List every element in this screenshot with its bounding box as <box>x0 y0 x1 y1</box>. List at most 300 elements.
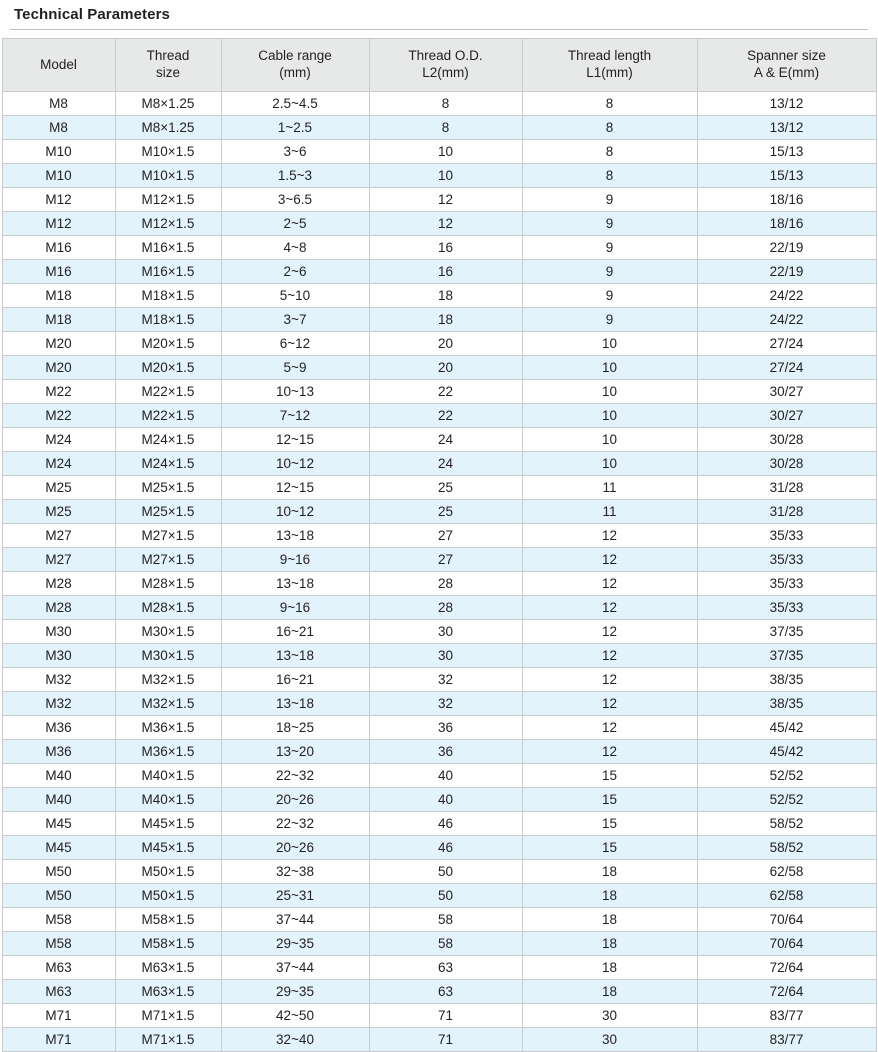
column-header-line: Thread O.D. <box>408 48 483 64</box>
column-header-line: Thread length <box>567 48 652 64</box>
table-row <box>2 236 876 260</box>
table-cell: 18 <box>522 956 697 980</box>
table-cell: M25×1.5 <box>115 476 221 500</box>
table-cell: 16 <box>369 236 522 260</box>
table-cell: M18 <box>2 308 115 332</box>
table-cell: 18 <box>522 932 697 956</box>
table-cell: 12 <box>522 716 697 740</box>
table-cell: 15 <box>522 788 697 812</box>
table-cell: M10×1.5 <box>115 164 221 188</box>
table-cell: M32×1.5 <box>115 668 221 692</box>
table-cell: 8 <box>369 92 522 116</box>
table-cell: M24×1.5 <box>115 428 221 452</box>
table-cell: 37/35 <box>697 620 876 644</box>
table-cell: 20~26 <box>221 836 369 860</box>
table-cell: 27 <box>369 524 522 548</box>
table-cell: 30/27 <box>697 404 876 428</box>
table-row <box>2 956 876 980</box>
table-cell: 10 <box>522 380 697 404</box>
table-cell: 3~6.5 <box>221 188 369 212</box>
table-row <box>2 500 876 524</box>
table-cell: 10 <box>369 164 522 188</box>
table-row <box>2 692 876 716</box>
table-cell: 30/28 <box>697 452 876 476</box>
table-cell: 50 <box>369 884 522 908</box>
table-cell: M63 <box>2 980 115 1004</box>
table-row <box>2 308 876 332</box>
table-cell: 24 <box>369 452 522 476</box>
table-cell: M24×1.5 <box>115 452 221 476</box>
table-cell: 71 <box>369 1028 522 1052</box>
table-cell: 45/42 <box>697 740 876 764</box>
table-cell: M40×1.5 <box>115 764 221 788</box>
table-cell: M71 <box>2 1004 115 1028</box>
table-cell: 27/24 <box>697 332 876 356</box>
title-divider <box>10 29 868 30</box>
table-cell: M58 <box>2 908 115 932</box>
table-cell: 12~15 <box>221 476 369 500</box>
table-row <box>2 668 876 692</box>
table-cell: M30×1.5 <box>115 620 221 644</box>
table-cell: M63×1.5 <box>115 980 221 1004</box>
table-cell: 37/35 <box>697 644 876 668</box>
table-row <box>2 860 876 884</box>
table-cell: 8 <box>522 140 697 164</box>
column-header-line: (mm) <box>279 65 311 80</box>
table-cell: 58 <box>369 908 522 932</box>
table-cell: M50 <box>2 860 115 884</box>
table-cell: M36 <box>2 740 115 764</box>
table-cell: 15 <box>522 764 697 788</box>
table-body <box>2 92 876 1052</box>
table-cell: M27×1.5 <box>115 524 221 548</box>
table-cell: M24 <box>2 452 115 476</box>
table-cell: M22×1.5 <box>115 380 221 404</box>
table-cell: 45/42 <box>697 716 876 740</box>
table-cell: M28 <box>2 572 115 596</box>
table-cell: M25×1.5 <box>115 500 221 524</box>
table-cell: 15/13 <box>697 140 876 164</box>
table-cell: M20 <box>2 332 115 356</box>
table-cell: 13~18 <box>221 692 369 716</box>
column-header-spanner-size <box>697 39 876 92</box>
table-cell: 63 <box>369 956 522 980</box>
table-cell: M40 <box>2 788 115 812</box>
table-cell: 58/52 <box>697 836 876 860</box>
table-cell: 2.5~4.5 <box>221 92 369 116</box>
table-cell: 30/28 <box>697 428 876 452</box>
table-cell: M10×1.5 <box>115 140 221 164</box>
table-cell: M10 <box>2 164 115 188</box>
table-cell: M27 <box>2 548 115 572</box>
table-cell: 22/19 <box>697 260 876 284</box>
table-cell: 18 <box>522 980 697 1004</box>
table-cell: 10 <box>522 356 697 380</box>
table-cell: 12 <box>522 644 697 668</box>
table-cell: 9 <box>522 308 697 332</box>
table-cell: M8 <box>2 92 115 116</box>
table-cell: M36 <box>2 716 115 740</box>
table-cell: 9~16 <box>221 596 369 620</box>
column-header-line: A & E(mm) <box>753 65 820 80</box>
table-cell: M20×1.5 <box>115 356 221 380</box>
table-cell: M16 <box>2 260 115 284</box>
table-cell: 24/22 <box>697 284 876 308</box>
table-cell: 10 <box>369 140 522 164</box>
table-cell: 10~13 <box>221 380 369 404</box>
table-cell: M16×1.5 <box>115 236 221 260</box>
table-row <box>2 260 876 284</box>
table-cell: 62/58 <box>697 860 876 884</box>
table-cell: 18 <box>369 308 522 332</box>
table-cell: 30/27 <box>697 380 876 404</box>
table-cell: 42~50 <box>221 1004 369 1028</box>
table-cell: 31/28 <box>697 500 876 524</box>
table-cell: 32~38 <box>221 860 369 884</box>
table-cell: 32 <box>369 692 522 716</box>
table-cell: 29~35 <box>221 932 369 956</box>
table-cell: M50 <box>2 884 115 908</box>
table-cell: 32~40 <box>221 1028 369 1052</box>
table-cell: M28×1.5 <box>115 572 221 596</box>
table-row <box>2 716 876 740</box>
column-header-model <box>2 39 115 92</box>
table-cell: M8×1.25 <box>115 92 221 116</box>
table-cell: 18/16 <box>697 212 876 236</box>
table-cell: 25 <box>369 500 522 524</box>
table-cell: 22~32 <box>221 812 369 836</box>
table-cell: 28 <box>369 572 522 596</box>
table-cell: 13~20 <box>221 740 369 764</box>
table-cell: 24 <box>369 428 522 452</box>
table-cell: M45×1.5 <box>115 812 221 836</box>
table-cell: M58×1.5 <box>115 908 221 932</box>
table-row <box>2 644 876 668</box>
table-cell: 37~44 <box>221 956 369 980</box>
table-cell: M28×1.5 <box>115 596 221 620</box>
table-cell: M12×1.5 <box>115 212 221 236</box>
table-cell: M12 <box>2 188 115 212</box>
table-cell: 16 <box>369 260 522 284</box>
table-cell: 8 <box>522 164 697 188</box>
table-cell: M27 <box>2 524 115 548</box>
table-cell: 24/22 <box>697 308 876 332</box>
table-cell: M22 <box>2 380 115 404</box>
table-cell: 46 <box>369 836 522 860</box>
table-cell: M50×1.5 <box>115 884 221 908</box>
table-cell: M63 <box>2 956 115 980</box>
table-cell: 22~32 <box>221 764 369 788</box>
table-cell: 71 <box>369 1004 522 1028</box>
table-cell: M45 <box>2 836 115 860</box>
table-cell: 12 <box>522 596 697 620</box>
table-cell: 30 <box>369 644 522 668</box>
table-cell: 29~35 <box>221 980 369 1004</box>
table-cell: M28 <box>2 596 115 620</box>
table-cell: M32 <box>2 668 115 692</box>
table-cell: 12 <box>522 620 697 644</box>
table-row <box>2 92 876 116</box>
table-cell: 12 <box>522 524 697 548</box>
table-header <box>2 39 876 92</box>
table-cell: 36 <box>369 716 522 740</box>
table-cell: 83/77 <box>697 1004 876 1028</box>
table-cell: 6~12 <box>221 332 369 356</box>
table-cell: 18 <box>369 284 522 308</box>
table-row <box>2 740 876 764</box>
table-cell: 16~21 <box>221 668 369 692</box>
table-cell: 70/64 <box>697 932 876 956</box>
table-cell: 9 <box>522 212 697 236</box>
table-cell: 40 <box>369 788 522 812</box>
table-row <box>2 404 876 428</box>
table-cell: M24 <box>2 428 115 452</box>
column-header-line: Thread <box>146 48 190 64</box>
table-cell: M30×1.5 <box>115 644 221 668</box>
table-cell: M71 <box>2 1028 115 1052</box>
table-cell: 18/16 <box>697 188 876 212</box>
table-row <box>2 620 876 644</box>
table-cell: 35/33 <box>697 596 876 620</box>
table-cell: 7~12 <box>221 404 369 428</box>
table-row <box>2 1004 876 1028</box>
table-cell: 3~6 <box>221 140 369 164</box>
table-row <box>2 188 876 212</box>
table-cell: 8 <box>369 116 522 140</box>
column-header-thread-length <box>522 39 697 92</box>
table-cell: 35/33 <box>697 572 876 596</box>
table-cell: M63×1.5 <box>115 956 221 980</box>
table-cell: 9 <box>522 188 697 212</box>
table-cell: 70/64 <box>697 908 876 932</box>
table-cell: 13~18 <box>221 524 369 548</box>
column-header-thread-size <box>115 39 221 92</box>
table-cell: 38/35 <box>697 692 876 716</box>
table-cell: 12 <box>522 668 697 692</box>
table-cell: M40 <box>2 764 115 788</box>
table-cell: 9 <box>522 260 697 284</box>
table-cell: 18 <box>522 884 697 908</box>
table-cell: 20 <box>369 356 522 380</box>
table-cell: M8×1.25 <box>115 116 221 140</box>
table-cell: 16~21 <box>221 620 369 644</box>
table-cell: 9 <box>522 284 697 308</box>
table-cell: 2~5 <box>221 212 369 236</box>
table-cell: 18 <box>522 860 697 884</box>
table-cell: 30 <box>369 620 522 644</box>
table-cell: 52/52 <box>697 764 876 788</box>
table-row <box>2 452 876 476</box>
table-cell: M50×1.5 <box>115 860 221 884</box>
column-header-line: Spanner size <box>747 48 826 64</box>
table-cell: M18×1.5 <box>115 284 221 308</box>
table-row <box>2 476 876 500</box>
table-row <box>2 908 876 932</box>
table-cell: 46 <box>369 812 522 836</box>
table-cell: 72/64 <box>697 980 876 1004</box>
table-header-row <box>2 39 876 92</box>
table-cell: M18 <box>2 284 115 308</box>
table-cell: 13~18 <box>221 644 369 668</box>
table-cell: 3~7 <box>221 308 369 332</box>
table-cell: 58 <box>369 932 522 956</box>
table-cell: 12 <box>522 548 697 572</box>
table-row <box>2 932 876 956</box>
table-cell: M25 <box>2 476 115 500</box>
table-cell: 52/52 <box>697 788 876 812</box>
table-cell: 18 <box>522 908 697 932</box>
table-cell: 13/12 <box>697 116 876 140</box>
table-cell: 4~8 <box>221 236 369 260</box>
table-cell: 12 <box>522 692 697 716</box>
table-cell: 10 <box>522 452 697 476</box>
table-row <box>2 332 876 356</box>
table-cell: M30 <box>2 644 115 668</box>
table-cell: M27×1.5 <box>115 548 221 572</box>
table-cell: 63 <box>369 980 522 1004</box>
table-cell: 35/33 <box>697 524 876 548</box>
table-cell: 22 <box>369 404 522 428</box>
table-cell: M32 <box>2 692 115 716</box>
table-cell: 11 <box>522 476 697 500</box>
table-row <box>2 116 876 140</box>
table-cell: M40×1.5 <box>115 788 221 812</box>
table-cell: 10~12 <box>221 500 369 524</box>
table-cell: 1~2.5 <box>221 116 369 140</box>
table-cell: 27/24 <box>697 356 876 380</box>
table-cell: 22 <box>369 380 522 404</box>
table-cell: 22/19 <box>697 236 876 260</box>
table-cell: 28 <box>369 596 522 620</box>
column-header-thread-od <box>369 39 522 92</box>
table-cell: 10~12 <box>221 452 369 476</box>
table-cell: 2~6 <box>221 260 369 284</box>
table-cell: M32×1.5 <box>115 692 221 716</box>
column-header-line: size <box>155 65 180 80</box>
table-row <box>2 356 876 380</box>
table-row <box>2 764 876 788</box>
table-cell: 5~9 <box>221 356 369 380</box>
table-cell: 10 <box>522 428 697 452</box>
table-cell: 9 <box>522 236 697 260</box>
table-cell: 27 <box>369 548 522 572</box>
table-cell: M10 <box>2 140 115 164</box>
table-cell: 36 <box>369 740 522 764</box>
table-cell: 20 <box>369 332 522 356</box>
table-cell: 25 <box>369 476 522 500</box>
table-cell: M58 <box>2 932 115 956</box>
table-cell: 1.5~3 <box>221 164 369 188</box>
table-cell: 12 <box>369 212 522 236</box>
table-row <box>2 140 876 164</box>
column-header-line: L1(mm) <box>586 65 633 80</box>
table-cell: M71×1.5 <box>115 1004 221 1028</box>
table-row <box>2 572 876 596</box>
table-cell: M30 <box>2 620 115 644</box>
table-cell: 40 <box>369 764 522 788</box>
table-cell: M58×1.5 <box>115 932 221 956</box>
table-cell: 15/13 <box>697 164 876 188</box>
table-row <box>2 524 876 548</box>
table-cell: 13~18 <box>221 572 369 596</box>
table-cell: M12×1.5 <box>115 188 221 212</box>
column-header-line: Model <box>40 56 77 72</box>
table-cell: M12 <box>2 212 115 236</box>
table-row <box>2 212 876 236</box>
table-cell: 72/64 <box>697 956 876 980</box>
table-cell: 12~15 <box>221 428 369 452</box>
table-row <box>2 596 876 620</box>
table-row <box>2 164 876 188</box>
table-cell: 13/12 <box>697 92 876 116</box>
table-cell: M8 <box>2 116 115 140</box>
table-cell: 10 <box>522 404 697 428</box>
table-cell: 12 <box>369 188 522 212</box>
table-row <box>2 548 876 572</box>
table-cell: M16 <box>2 236 115 260</box>
table-cell: 12 <box>522 572 697 596</box>
table-cell: 30 <box>522 1028 697 1052</box>
column-header-line: L2(mm) <box>422 65 469 80</box>
table-cell: 8 <box>522 116 697 140</box>
table-cell: M20 <box>2 356 115 380</box>
table-cell: 32 <box>369 668 522 692</box>
table-cell: 83/77 <box>697 1028 876 1052</box>
table-cell: M22 <box>2 404 115 428</box>
table-cell: 50 <box>369 860 522 884</box>
table-cell: 30 <box>522 1004 697 1028</box>
table-cell: 20~26 <box>221 788 369 812</box>
page-title: Technical Parameters <box>14 6 170 23</box>
table-cell: 12 <box>522 740 697 764</box>
table-cell: 15 <box>522 812 697 836</box>
table-row <box>2 884 876 908</box>
table-cell: 37~44 <box>221 908 369 932</box>
table-cell: M71×1.5 <box>115 1028 221 1052</box>
table-cell: M45×1.5 <box>115 836 221 860</box>
table-row <box>2 980 876 1004</box>
table-cell: 11 <box>522 500 697 524</box>
table-cell: M22×1.5 <box>115 404 221 428</box>
table-cell: M45 <box>2 812 115 836</box>
table-cell: M16×1.5 <box>115 260 221 284</box>
table-row <box>2 284 876 308</box>
table-cell: 10 <box>522 332 697 356</box>
table-cell: 5~10 <box>221 284 369 308</box>
table-cell: 62/58 <box>697 884 876 908</box>
column-header-line: Cable range <box>258 48 332 64</box>
table-cell: M20×1.5 <box>115 332 221 356</box>
column-header-cable-range <box>221 39 369 92</box>
table-row <box>2 788 876 812</box>
table-cell: 25~31 <box>221 884 369 908</box>
table-cell: 18~25 <box>221 716 369 740</box>
table-cell: M25 <box>2 500 115 524</box>
table-row <box>2 428 876 452</box>
table-cell: M36×1.5 <box>115 740 221 764</box>
table-cell: 58/52 <box>697 812 876 836</box>
table-cell: 8 <box>522 92 697 116</box>
table-row <box>2 836 876 860</box>
table-row <box>2 812 876 836</box>
table-cell: 9~16 <box>221 548 369 572</box>
table-cell: 35/33 <box>697 548 876 572</box>
table-cell: M18×1.5 <box>115 308 221 332</box>
table-cell: M36×1.5 <box>115 716 221 740</box>
table-cell: 38/35 <box>697 668 876 692</box>
technical-parameters-table <box>2 38 877 1052</box>
table-cell: 15 <box>522 836 697 860</box>
